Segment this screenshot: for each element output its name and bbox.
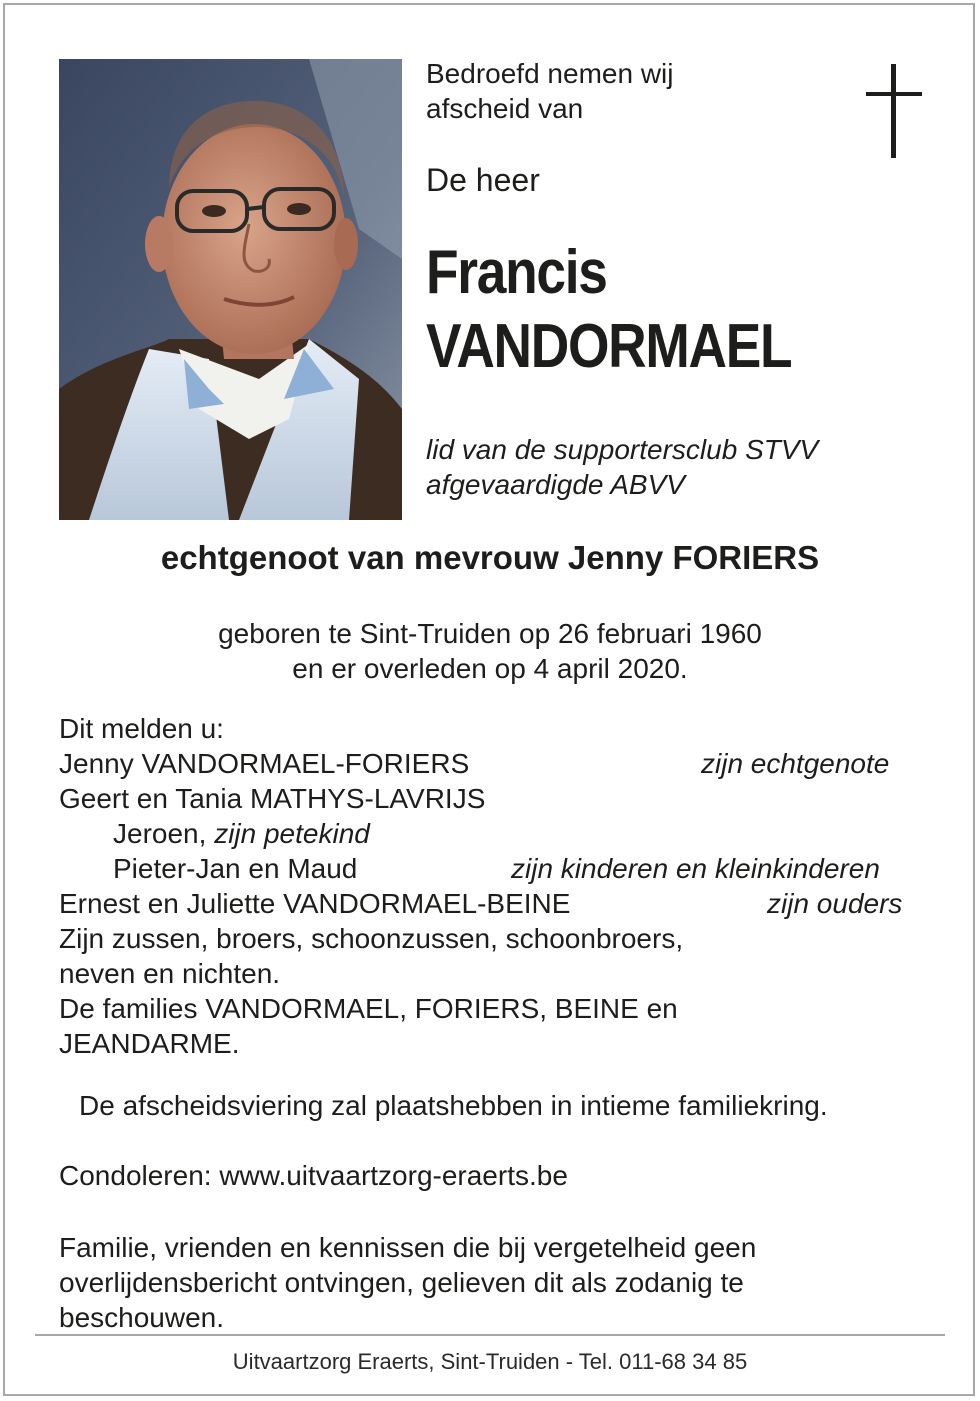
spouse-line: echtgenoot van mevrouw Jenny FORIERS [160, 539, 820, 576]
mourner-text: JEANDARME. [59, 1028, 240, 1059]
condolences-text: Condoleren: www.uitvaartzorg-eraerts.be [59, 1160, 568, 1191]
footer-text: Uitvaartzorg Eraerts, Sint-Truiden - Tel. 011-68 34 85 [232, 1349, 748, 1374]
mourner-relation: zijn echtgenote [701, 748, 890, 779]
mourner-text: Zijn zussen, broers, schoonzussen, schoonbroers, [59, 923, 684, 954]
title-honorific: De heer [426, 162, 540, 198]
deceased-name [426, 236, 791, 384]
notice-text [59, 1230, 756, 1335]
role-line: afgevaardigde ABVV [426, 469, 685, 500]
mourner-relation: zijn ouders [767, 888, 903, 919]
death-line: en er overleden op 4 april 2020. [292, 653, 688, 684]
notice-line: Familie, vrienden en kennissen die bij vergetelheid geen [59, 1232, 757, 1263]
mourner-relation: zijn kinderen en kleinkinderen [511, 853, 880, 884]
birth-death-dates [0, 616, 980, 686]
mourner-text: neven en nichten. [59, 958, 281, 989]
intro-line: Bedroefd nemen wij [426, 58, 674, 89]
mourner-relation: zijn petekind [214, 818, 370, 849]
birth-line: geboren te Sint-Truiden op 26 februari 1960 [218, 618, 762, 649]
footer-divider [35, 1334, 945, 1336]
mourner-name: Pieter-Jan en Maud [113, 853, 358, 884]
intro-line: afscheid van [426, 93, 584, 124]
mourner-grandchild [113, 816, 370, 851]
mourner-text: De families VANDORMAEL, FORIERS, BEINE en [59, 993, 678, 1024]
intro-text [426, 56, 673, 126]
ceremony-text: De afscheidsviering zal plaatshebben in intieme familiekring. [79, 1090, 828, 1121]
notice-line: beschouwen. [59, 1302, 225, 1333]
cross-icon [866, 64, 922, 158]
role-line: lid van de supportersclub STVV [426, 434, 819, 465]
mourner-name: Ernest en Juliette VANDORMAEL-BEINE [59, 888, 571, 919]
portrait-photo [59, 59, 402, 520]
mourners-heading: Dit melden u: [59, 713, 224, 744]
mourner-name: Geert en Tania MATHYS-LAVRIJS [59, 783, 486, 814]
notice-line: overlijdensbericht ontvingen, gelieven dit als zodanig te [59, 1267, 744, 1298]
first-name: Francis [426, 238, 607, 307]
last-name: VANDORMAEL [426, 312, 792, 381]
mourner-name: Jenny VANDORMAEL-FORIERS [59, 748, 470, 779]
roles [426, 432, 818, 502]
mourner-name: Jeroen, [113, 818, 207, 849]
